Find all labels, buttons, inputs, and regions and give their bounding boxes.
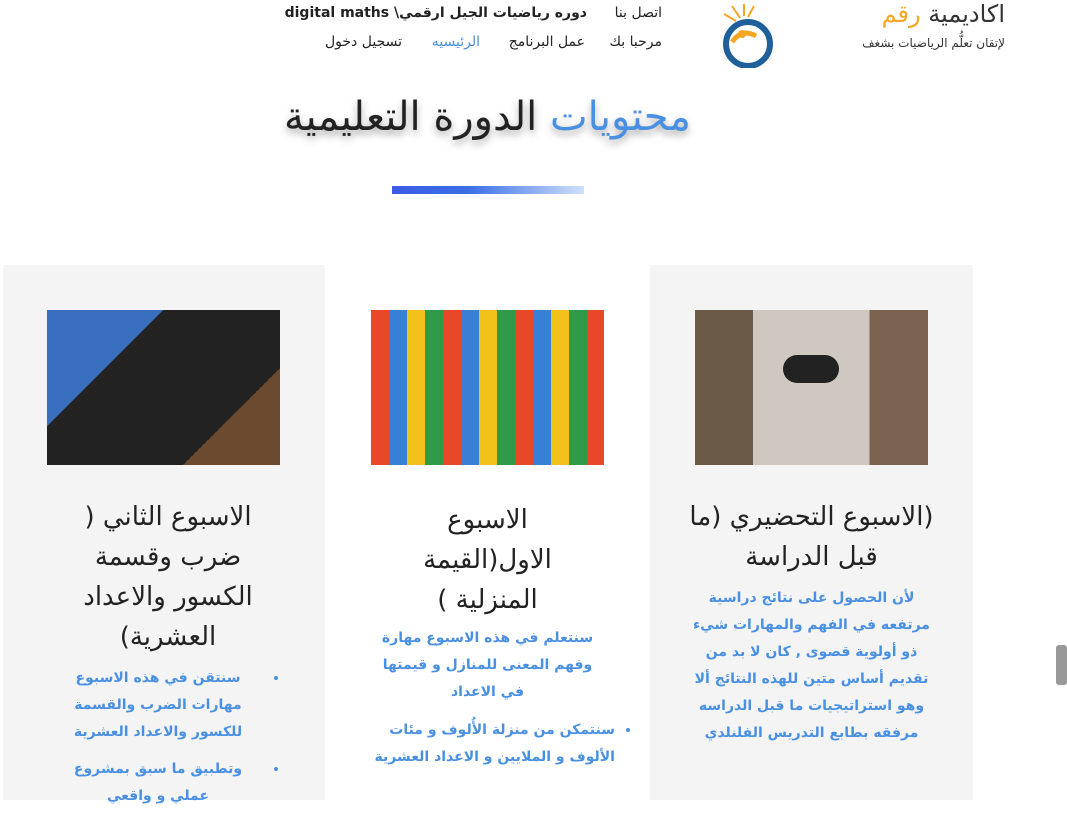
card-image-child-numbers	[47, 310, 280, 465]
nav-course[interactable]: دوره رياضيات الجيل ارقمي\ digital maths	[284, 5, 587, 21]
section-title: محتويات الدورة التعليمية	[284, 94, 691, 140]
card-text: سنتعلم في هذه الاسبوع مهارة وفهم المعنى للمنازل و قيمتها في الاعداد	[381, 630, 594, 700]
title-underline	[392, 186, 584, 194]
card-title: الاسبوع الاول(القيمة المنزلية )	[423, 505, 552, 615]
card-bullet: • سنتمكن من منزلة الأُلوف و مئات الألوف و الملايين و الاعداد العشرية	[365, 717, 615, 771]
card-bullet: • وتطبيق ما سبق بمشروع عملي و واقعي	[53, 756, 263, 810]
card-image-binoculars	[695, 310, 928, 465]
card-title: (الاسبوع التحضيري (ما قبل الدراسة	[689, 502, 934, 572]
card-text: لأن الحصول على نتائج دراسية مرتفعه في الفهم والمهارات شيء ذو أولوية قصوى , كان لا بد من تقديم أساس متين للهذه النتائج ألا وهو استراتيجيات ما قبل الدراسه مرفقه بطابع التدريس الفلنلدي	[693, 590, 930, 741]
card-week-2	[3, 265, 325, 804]
brand-name[interactable]: اكاديمية رقم	[881, 0, 1005, 28]
nav-contact[interactable]: اتصل بنا	[614, 5, 662, 21]
card-bullet: • سنتقن في هذه الاسبوع مهارات الضرب والقسمة للكسور والاعداد العشرية	[53, 665, 263, 746]
card-title: الاسبوع الثاني ( ضرب وقسمة الكسور والاعداد العشرية)	[83, 502, 253, 652]
nav-login[interactable]: تسجيل دخول	[325, 34, 402, 50]
nav-how-it-works[interactable]: عمل البرنامج	[508, 34, 585, 50]
scrollbar-thumb[interactable]	[1056, 645, 1067, 685]
nav-welcome[interactable]: مرحبا بك	[609, 34, 662, 50]
nav-home[interactable]: الرئيسيه	[431, 34, 480, 50]
card-prep-week	[650, 265, 973, 800]
tagline: لإتقان تعلُّم الرياضيات بشغف	[862, 36, 1005, 50]
card-image-abacus	[371, 310, 604, 465]
card-week-1	[325, 265, 650, 800]
logo-icon[interactable]	[718, 4, 776, 68]
